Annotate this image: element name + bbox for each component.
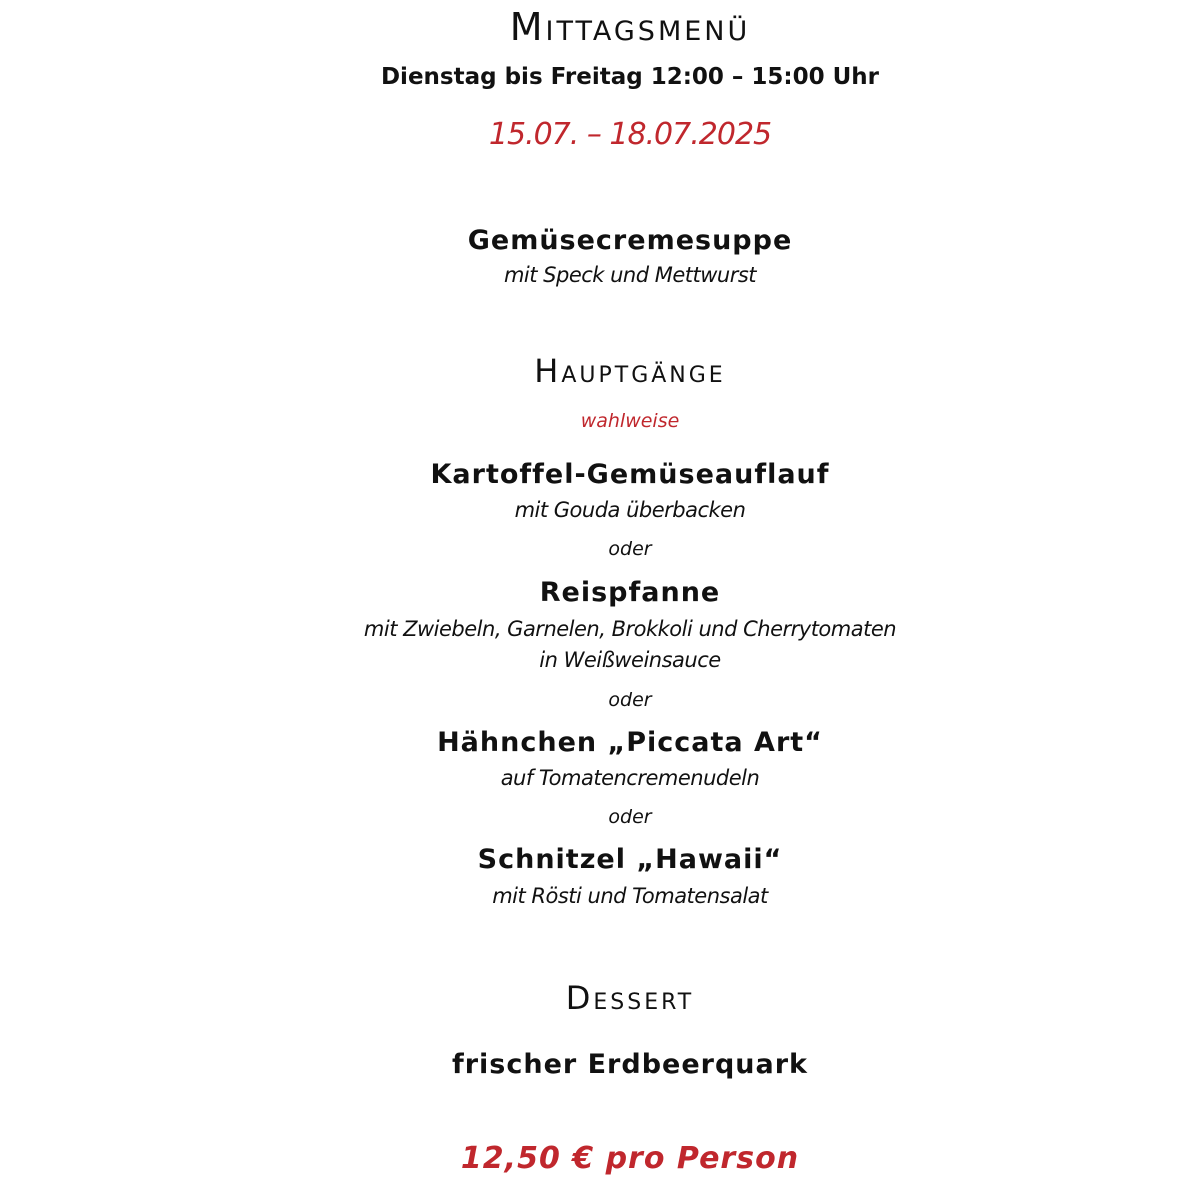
dish-2-description: mit Zwiebeln, Garnelen, Brokkoli und Cherrytomaten: [363, 617, 897, 641]
or-separator-3: oder: [608, 806, 652, 828]
dish-2-description-2: in Weißweinsauce: [539, 648, 721, 672]
main-courses-heading: Hauptgänge: [534, 352, 726, 390]
dish-2-name: Reispfanne: [539, 577, 721, 608]
dish-4-description: mit Rösti und Tomatensalat: [492, 884, 768, 908]
soup-description: mit Speck und Mettwurst: [503, 263, 757, 287]
price: 12,50 € pro Person: [460, 1141, 800, 1176]
page-title: Mittagsmenü: [509, 5, 751, 49]
or-separator-2: oder: [608, 689, 652, 711]
dish-4-name: Schnitzel „Hawaii“: [477, 844, 783, 875]
date-range: 15.07. – 18.07.2025: [488, 117, 772, 152]
dish-3-description: auf Tomatencremenudeln: [500, 766, 760, 790]
or-separator-1: oder: [608, 538, 652, 560]
dish-3-name: Hähnchen „Piccata Art“: [437, 727, 823, 758]
soup-name: Gemüsecremesuppe: [467, 225, 793, 256]
dish-1-name: Kartoffel-Gemüseauflauf: [430, 459, 830, 490]
dish-1-description: mit Gouda überbacken: [514, 498, 746, 522]
main-courses-note: wahlweise: [580, 410, 680, 432]
dessert-name: frischer Erdbeerquark: [451, 1049, 809, 1080]
dessert-heading: Dessert: [565, 979, 695, 1017]
opening-hours: Dienstag bis Freitag 12:00 – 15:00 Uhr: [380, 64, 880, 90]
